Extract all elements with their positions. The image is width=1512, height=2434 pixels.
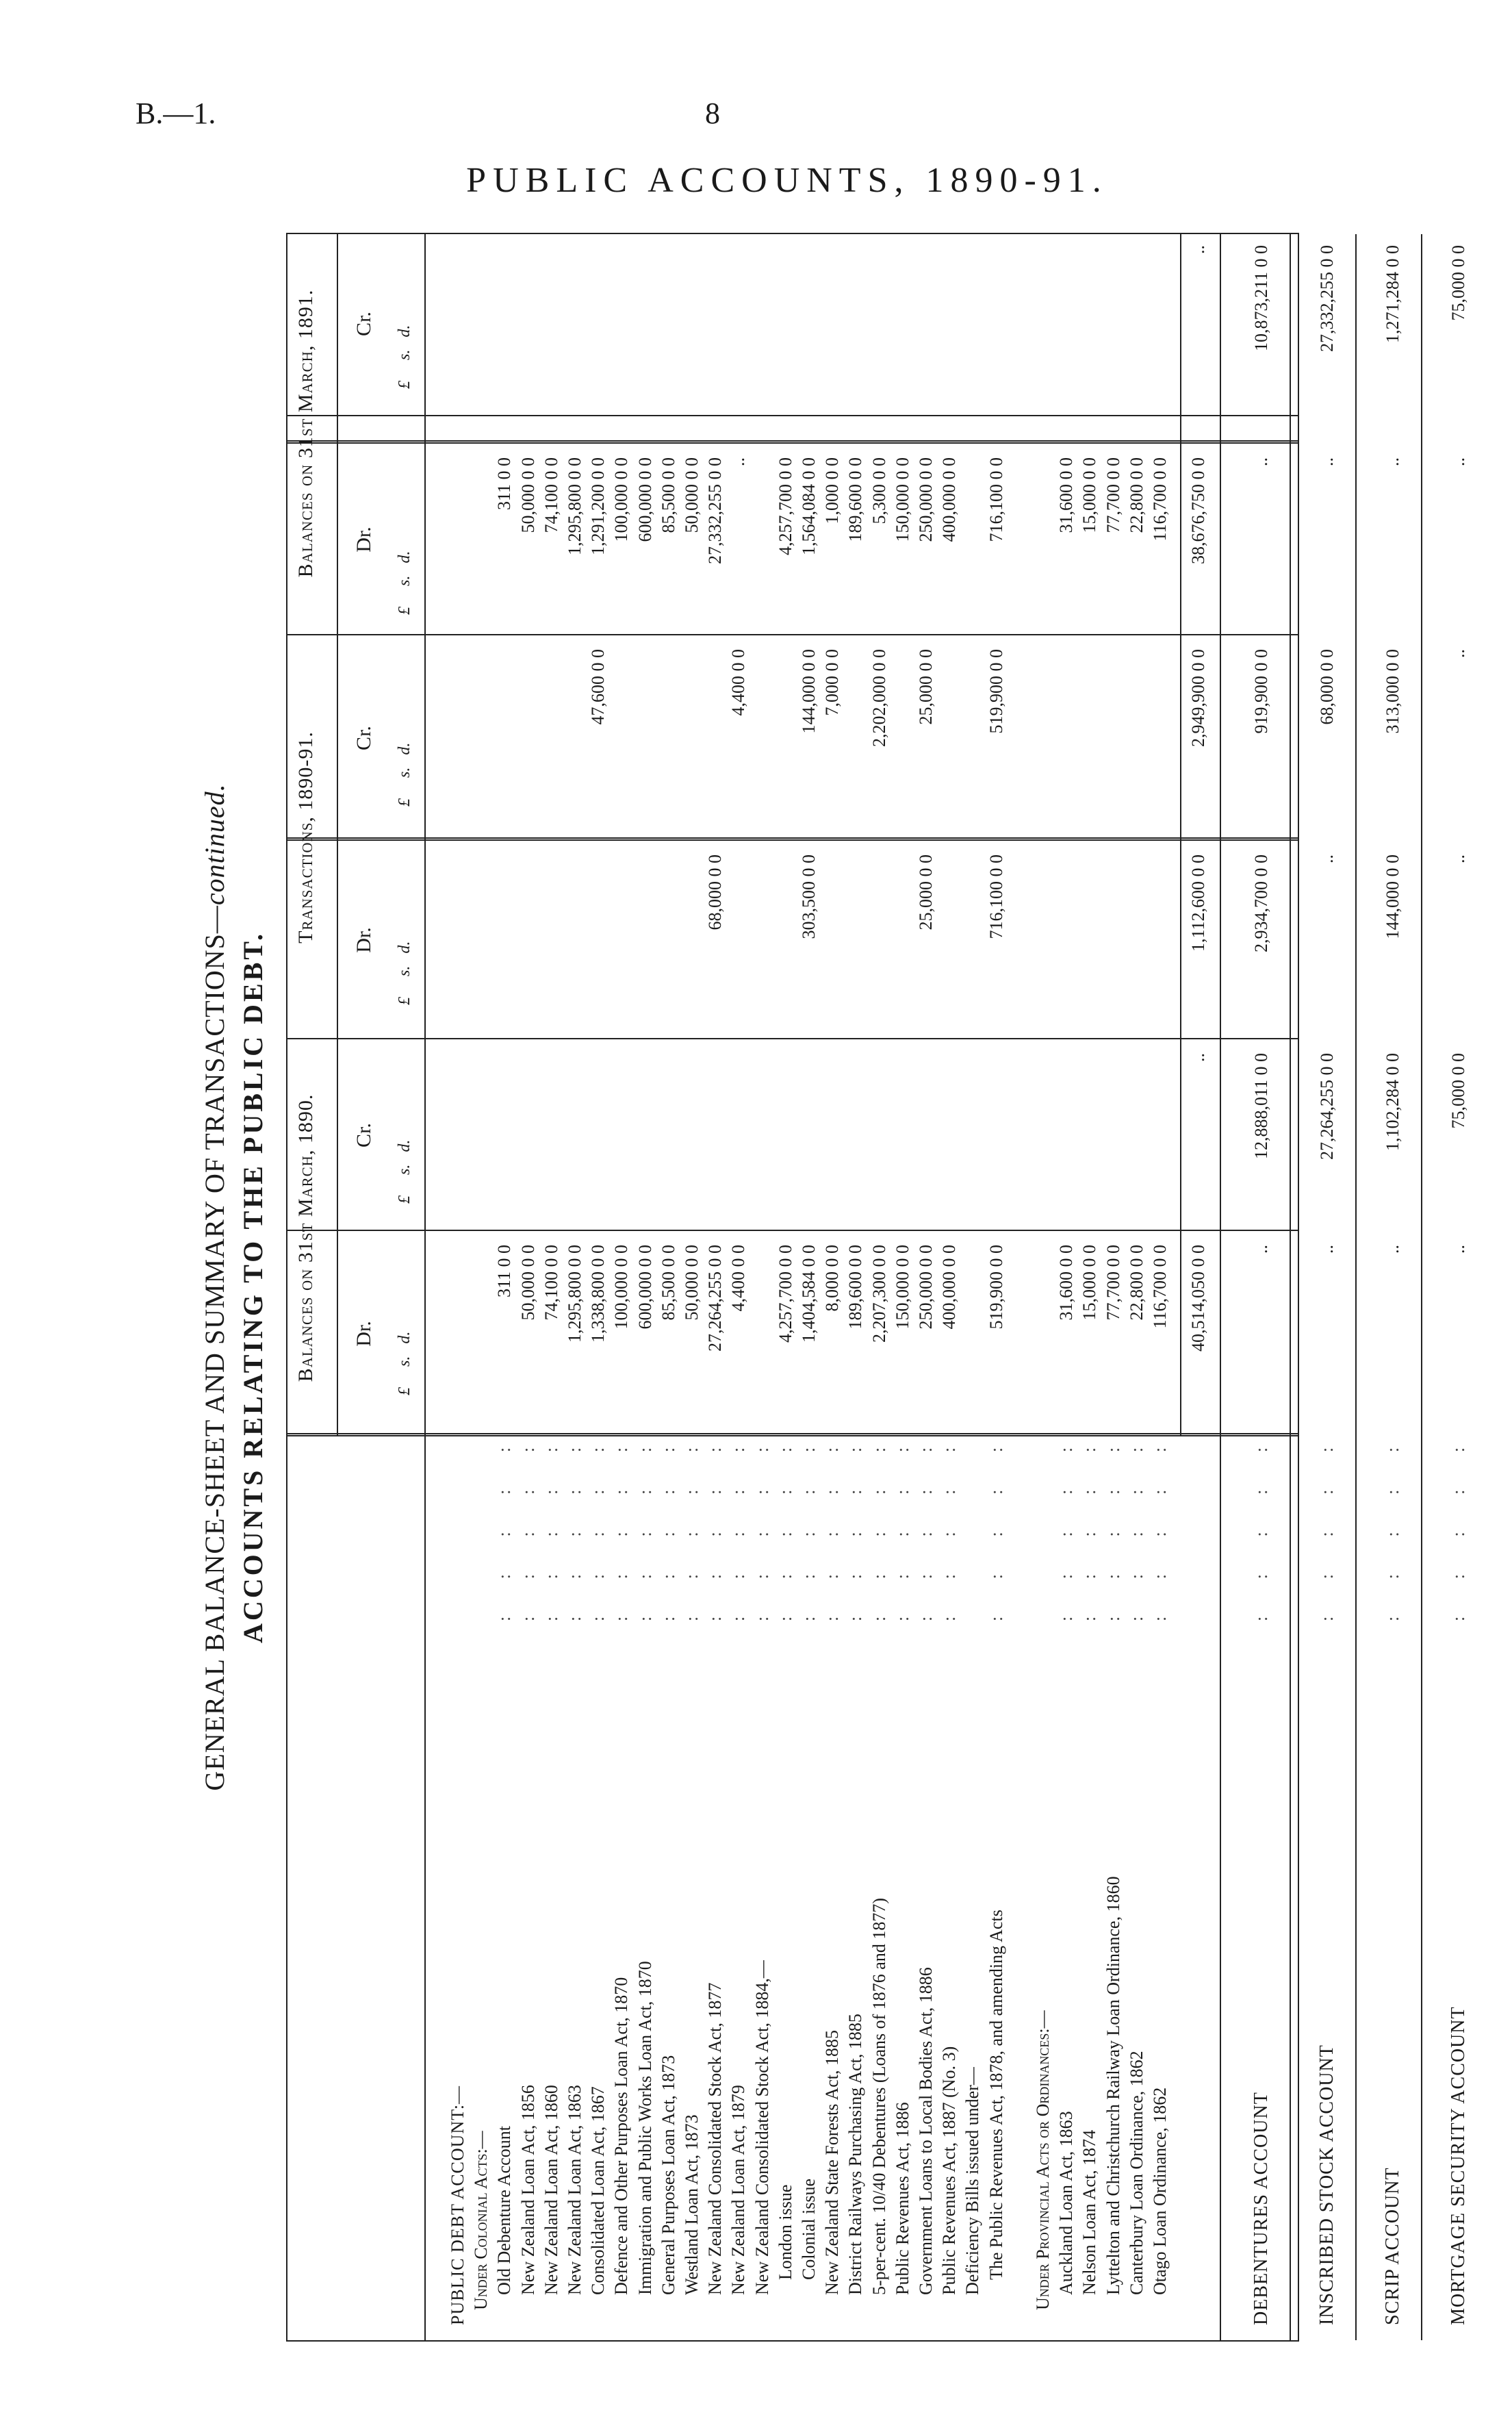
units-label: £ s. d.	[396, 1331, 413, 1395]
row-label: New Zealand Consolidated Stock Act, 1877	[705, 1982, 726, 2295]
value-dr-1890: 150,000 0 0	[892, 1245, 912, 1330]
row-label: Auckland Loan Act, 1863	[1056, 2111, 1077, 2295]
value-dr-1890: 2,207,300 0 0	[869, 1245, 889, 1343]
account-value-dr-1890: ..	[1383, 1245, 1403, 1254]
value-dr-1890: 116,700 0 0	[1150, 1245, 1170, 1329]
account-value-cr-1890: 1,102,284 0 0	[1383, 1053, 1403, 1151]
page-number: 8	[705, 97, 720, 130]
account-value-dr-1891: ..	[1448, 457, 1469, 466]
value-dr-1891: 100,000 0 0	[611, 457, 632, 542]
value-dr-transactions: 716,100 0 0	[986, 854, 1006, 939]
account-value-dr-transactions: ..	[1448, 854, 1469, 863]
group-header-transactions: Transactions, 1890-91.	[294, 731, 317, 943]
leader-dots: : : : : :	[869, 1430, 889, 1621]
row-label: Nelson Loan Act, 1874	[1079, 2129, 1100, 2295]
value-cr-transactions: 4,400 0 0	[728, 649, 749, 716]
value-dr-1891: 15,000 0 0	[1079, 457, 1100, 533]
account-value-cr-transactions: 68,000 0 0	[1317, 649, 1337, 725]
leader-dots: : : : : :	[775, 1430, 795, 1621]
value-dr-1890: 77,700 0 0	[1103, 1245, 1123, 1321]
row-label: Otago Loan Ordinance, 1862	[1150, 2087, 1170, 2295]
row-label: Government Loans to Local Bodies Act, 1886	[916, 1967, 936, 2295]
leader-dots: : : : : :	[1079, 1430, 1100, 1621]
value-dr-1890: 100,000 0 0	[611, 1245, 632, 1330]
value-dr-transactions: 25,000 0 0	[916, 854, 936, 930]
row-label: Under Provincial Acts or Ordinances:—	[1033, 2010, 1053, 2310]
leader-dots: : : : : :	[1056, 1430, 1077, 1621]
row-label: Colonial issue	[799, 2178, 819, 2280]
account-value-dr-1891: ..	[1317, 457, 1337, 466]
value-dr-1891: 1,000 0 0	[822, 457, 843, 524]
value-dr-1891: 77,700 0 0	[1103, 457, 1123, 533]
value-dr-1891: 4,257,700 0 0	[775, 457, 795, 555]
col-header-cr-1890: Cr.	[353, 1123, 375, 1148]
leader-dots: : : : : :	[494, 1430, 515, 1621]
value-dr-1891: 1,564,084 0 0	[799, 457, 819, 555]
value-dr-transactions: 303,500 0 0	[799, 854, 819, 939]
value-dr-1891: 600,000 0 0	[635, 457, 655, 542]
group-header-balances-1890: Balances on 31st March, 1890.	[294, 1093, 317, 1382]
leader-dots: : : : : :	[682, 1430, 702, 1621]
total-cr-transactions: 2,949,900 0 0	[1188, 649, 1209, 747]
account-value-dr-1890: ..	[1251, 1245, 1272, 1254]
row-label: New Zealand Loan Act, 1856	[517, 2085, 538, 2295]
units-label: £ s. d.	[396, 550, 413, 615]
units-label: £ s. d.	[396, 742, 413, 807]
account-value-cr-1890: 12,888,011 0 0	[1251, 1053, 1272, 1160]
group-header-balances-1891: Balances on 31st March, 1891.	[294, 289, 317, 578]
value-dr-1891: 311 0 0	[494, 457, 515, 511]
leader-dots: : : : : :	[1103, 1430, 1123, 1621]
value-dr-1890: 50,000 0 0	[517, 1245, 538, 1321]
row-label: Westland Loan Act, 1873	[682, 2114, 702, 2295]
value-dr-1891: ..	[728, 457, 749, 466]
account-value-cr-1891: 10,873,211 0 0	[1251, 245, 1272, 352]
row-label: Canterbury Loan Ordinance, 1862	[1126, 2051, 1146, 2295]
value-cr-transactions: 2,202,000 0 0	[869, 649, 889, 747]
value-dr-1891: 74,100 0 0	[541, 457, 561, 533]
col-header-dr-transactions: Dr.	[353, 927, 375, 953]
units-label: £ s. d.	[396, 941, 413, 1005]
leader-dots: : : : : :	[1317, 1430, 1337, 1621]
leader-dots: : : : : :	[799, 1430, 819, 1621]
total-dr-1891: 38,676,750 0 0	[1188, 457, 1209, 564]
account-value-dr-1891: ..	[1251, 457, 1272, 466]
account-value-dr-transactions: ..	[1317, 854, 1337, 863]
value-cr-transactions: 7,000 0 0	[822, 649, 843, 716]
value-dr-1890: 85,500 0 0	[658, 1245, 678, 1321]
leader-dots: : : : : :	[588, 1430, 608, 1621]
table-title-continued: continued.	[199, 783, 230, 906]
row-label: Public Revenues Act, 1887 (No. 3)	[939, 2046, 960, 2295]
value-dr-1891: 716,100 0 0	[986, 457, 1006, 542]
total-cr-1890: ..	[1188, 1053, 1209, 1062]
account-value-cr-transactions: 313,000 0 0	[1383, 649, 1403, 734]
value-dr-1890: 1,404,584 0 0	[799, 1245, 819, 1343]
value-dr-1891: 22,800 0 0	[1126, 457, 1146, 533]
leader-dots: : : : : :	[728, 1430, 749, 1621]
units-label: £ s. d.	[396, 325, 413, 389]
leader-dots: : : : : :	[565, 1430, 585, 1621]
leader-dots: : : : : :	[658, 1430, 678, 1621]
value-dr-1891: 50,000 0 0	[682, 457, 702, 533]
value-dr-1891: 31,600 0 0	[1056, 457, 1077, 533]
row-label: Consolidated Loan Act, 1867	[588, 2086, 608, 2295]
value-dr-1891: 27,332,255 0 0	[705, 457, 726, 564]
leader-dots: : : : : :	[1383, 1430, 1403, 1621]
account-value-dr-1890: ..	[1448, 1245, 1469, 1254]
value-dr-1890: 4,400 0 0	[728, 1245, 749, 1312]
row-label: Old Debenture Account	[494, 2126, 515, 2295]
value-dr-1890: 27,264,255 0 0	[705, 1245, 726, 1352]
value-dr-1891: 400,000 0 0	[939, 457, 960, 542]
leader-dots: : : : : :	[986, 1430, 1006, 1621]
value-dr-1891: 116,700 0 0	[1150, 457, 1170, 542]
account-label: DEBENTURES ACCOUNT	[1251, 2092, 1272, 2325]
table-subtitle: ACCOUNTS RELATING TO THE PUBLIC DEBT.	[238, 930, 268, 1644]
value-dr-1890: 4,257,700 0 0	[775, 1245, 795, 1343]
value-dr-1891: 1,295,800 0 0	[565, 457, 585, 555]
rotated-table-page	[198, 233, 1470, 2342]
page-title: PUBLIC ACCOUNTS, 1890-91.	[466, 161, 1108, 200]
row-label: New Zealand Loan Act, 1860	[541, 2085, 561, 2295]
value-cr-transactions: 47,600 0 0	[588, 649, 608, 725]
account-value-dr-1890: ..	[1317, 1245, 1337, 1254]
leader-dots: : : : : :	[517, 1430, 538, 1621]
leader-dots: : : : : :	[611, 1430, 632, 1621]
value-dr-1890: 400,000 0 0	[939, 1245, 960, 1330]
value-cr-transactions: 519,900 0 0	[986, 649, 1006, 734]
account-value-cr-1890: 75,000 0 0	[1448, 1053, 1469, 1129]
balance-sheet-table	[286, 233, 1470, 2342]
total-dr-1890: 40,514,050 0 0	[1188, 1245, 1209, 1352]
row-label: Lyttelton and Christchurch Railway Loan Ordinance, 1860	[1103, 1876, 1123, 2295]
value-dr-1890: 22,800 0 0	[1126, 1245, 1146, 1321]
leader-dots: : : : : :	[845, 1430, 866, 1621]
report-reference: B.—1.	[136, 97, 216, 130]
value-cr-transactions: 144,000 0 0	[799, 649, 819, 734]
leader-dots: : : : : :	[892, 1430, 912, 1621]
leader-dots: : : : : :	[1126, 1430, 1146, 1621]
row-label: New Zealand State Forests Act, 1885	[822, 2029, 843, 2295]
row-label: New Zealand Loan Act, 1863	[565, 2085, 585, 2295]
account-value-cr-1891: 75,000 0 0	[1448, 245, 1469, 321]
leader-dots: : : : : :	[822, 1430, 843, 1621]
account-value-cr-1890: 27,264,255 0 0	[1317, 1053, 1337, 1160]
value-dr-1890: 189,600 0 0	[845, 1245, 866, 1330]
value-dr-1890: 31,600 0 0	[1056, 1245, 1077, 1321]
account-value-dr-1891: ..	[1383, 457, 1403, 466]
leader-dots: : : : : :	[705, 1430, 726, 1621]
value-dr-1890: 250,000 0 0	[916, 1245, 936, 1330]
leader-dots: : : : : :	[916, 1430, 936, 1621]
value-dr-1890: 50,000 0 0	[682, 1245, 702, 1321]
row-label: Immigration and Public Works Loan Act, 1870	[635, 1961, 655, 2295]
value-dr-1890: 1,295,800 0 0	[565, 1245, 585, 1343]
value-dr-1891: 189,600 0 0	[845, 457, 866, 542]
row-label: Defence and Other Purposes Loan Act, 1870	[611, 1977, 632, 2295]
account-label: MORTGAGE SECURITY ACCOUNT	[1448, 2006, 1470, 2325]
row-label: District Railways Purchasing Act, 1885	[845, 2014, 866, 2295]
row-label: New Zealand Consolidated Stock Act, 1884,—	[752, 1960, 772, 2295]
table-title	[198, 233, 231, 2342]
value-dr-1891: 250,000 0 0	[916, 457, 936, 542]
leader-dots: : : : : :	[1150, 1430, 1170, 1621]
value-dr-transactions: 68,000 0 0	[705, 854, 726, 930]
value-dr-1891: 85,500 0 0	[658, 457, 678, 533]
col-header-dr-1890: Dr.	[353, 1321, 375, 1347]
value-dr-1890: 8,000 0 0	[822, 1245, 843, 1312]
value-dr-1890: 1,338,800 0 0	[588, 1245, 608, 1343]
value-dr-1891: 150,000 0 0	[892, 457, 912, 542]
total-cr-1891: ..	[1188, 245, 1209, 254]
leader-dots: : : : : :	[939, 1430, 960, 1621]
value-dr-1891: 1,291,200 0 0	[588, 457, 608, 555]
total-dr-transactions: 1,112,600 0 0	[1188, 854, 1209, 952]
col-header-cr-transactions: Cr.	[353, 726, 375, 750]
leader-dots: : : : : :	[541, 1430, 561, 1621]
leader-dots: : : : : :	[635, 1430, 655, 1621]
value-dr-1890: 600,000 0 0	[635, 1245, 655, 1330]
row-label: New Zealand Loan Act, 1879	[728, 2085, 749, 2295]
row-label: Deficiency Bills issued under—	[962, 2067, 983, 2295]
row-label: The Public Revenues Act, 1878, and amending Acts	[986, 1910, 1006, 2280]
row-label: 5-per-cent. 10/40 Debentures (Loans of 1876 and 1877)	[869, 1898, 889, 2295]
account-value-cr-1891: 27,332,255 0 0	[1317, 245, 1337, 352]
leader-dots: : : : : :	[752, 1430, 772, 1621]
row-label: Under Colonial Acts:—	[471, 2131, 491, 2310]
account-value-dr-transactions: 144,000 0 0	[1383, 854, 1403, 939]
value-dr-1891: 50,000 0 0	[517, 457, 538, 533]
units-label: £ s. d.	[396, 1139, 413, 1204]
account-value-dr-transactions: 2,934,700 0 0	[1251, 854, 1272, 952]
value-dr-1891: 5,300 0 0	[869, 457, 889, 524]
value-dr-1890: 519,900 0 0	[986, 1245, 1006, 1330]
leader-dots: : : : : :	[1251, 1430, 1272, 1621]
col-header-dr-1891: Dr.	[353, 527, 375, 553]
col-header-cr-1891: Cr.	[353, 312, 375, 336]
value-cr-transactions: 25,000 0 0	[916, 649, 936, 725]
account-value-cr-transactions: 919,900 0 0	[1251, 649, 1272, 734]
value-dr-1890: 15,000 0 0	[1079, 1245, 1100, 1321]
row-label: PUBLIC DEBT ACCOUNT:—	[448, 2085, 467, 2325]
row-label: Public Revenues Act, 1886	[892, 2102, 912, 2295]
account-label: SCRIP ACCOUNT	[1382, 2167, 1404, 2325]
table-title-main: GENERAL BALANCE-SHEET AND SUMMARY OF TRANSACTIONS—	[199, 905, 230, 1791]
value-dr-1890: 311 0 0	[494, 1245, 515, 1298]
row-label: London issue	[775, 2184, 795, 2280]
account-value-cr-1891: 1,271,284 0 0	[1383, 245, 1403, 343]
account-label: INSCRIBED STOCK ACCOUNT	[1316, 2044, 1338, 2325]
row-label: General Purposes Loan Act, 1873	[658, 2055, 678, 2295]
leader-dots: : : : : :	[1448, 1430, 1469, 1621]
account-value-cr-transactions: ..	[1448, 649, 1469, 658]
value-dr-1890: 74,100 0 0	[541, 1245, 561, 1321]
